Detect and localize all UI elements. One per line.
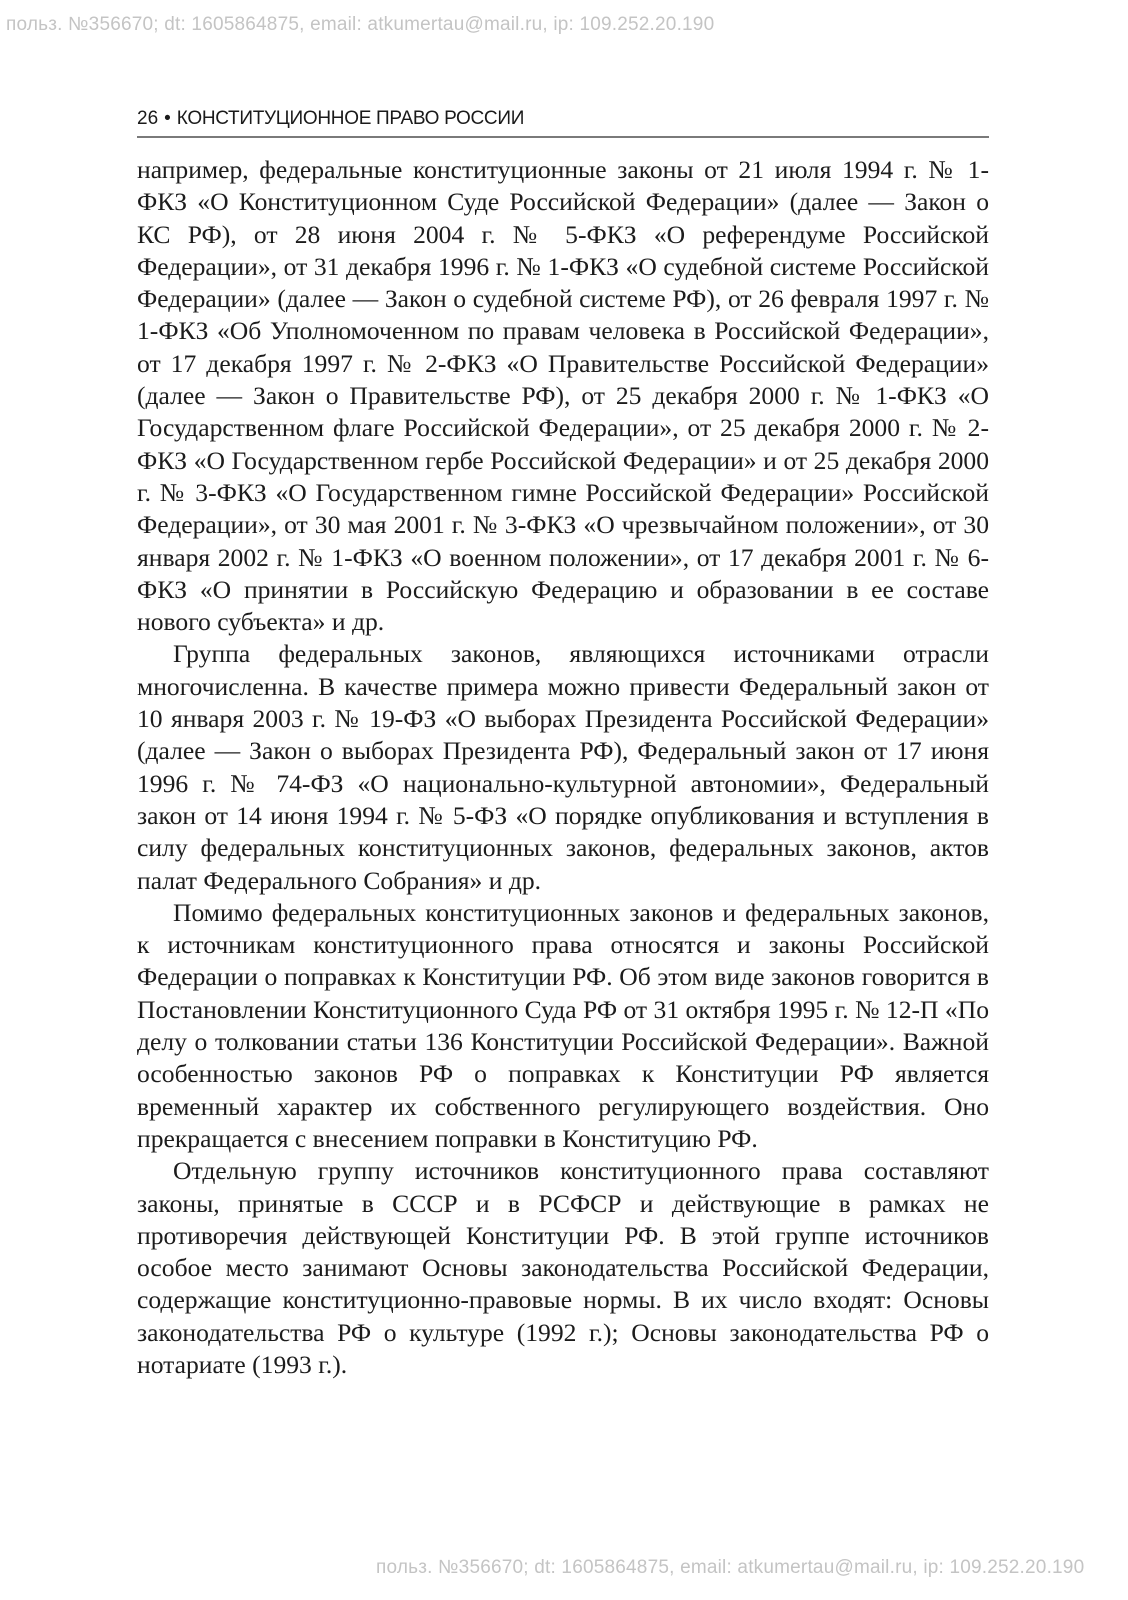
paragraph-4: Отдельную группу источников конституционного права составляют законы, принятые в СССР и в РСФСР и действующие в рамках не противоречия действующей Конституции РФ. В этой группе источников особое место занимают Основы законодательства Российской Федерации, содержащие конституционно-правовые нормы. В их число входят: Основы законодательства РФ о культуре (1992 г.); Основы законодательства РФ о нотариате (1993 г.). xyxy=(137,1156,989,1379)
page-number: 26 xyxy=(137,108,159,129)
running-header xyxy=(137,106,989,138)
running-title: КОНСТИТУЦИОННОЕ ПРАВО РОССИИ xyxy=(176,108,525,129)
header-bullet: • xyxy=(164,108,171,129)
paragraph-2: Группа федеральных законов, являющихся источниками отрасли многочисленна. В качестве примера можно привести Федеральный закон от 10 января 2003 г. № 19-ФЗ «О выборах Президента Российской Федерации» (далее — Закон о выборах Президента РФ), Федеральный закон от 17 июня 1996 г. № 74-ФЗ «О национально-культурной автономии», Федеральный закон от 14 июня 1994 г. № 5-ФЗ «О порядке опубликования и вступления в силу федеральных конституционных законов, федеральных законов, актов палат Федерального Собрания» и др. xyxy=(137,639,989,895)
watermark-bottom: польз. №356670; dt: 1605864875, email: atkumertau@mail.ru, ip: 109.252.20.190 xyxy=(376,1557,1085,1578)
page-body xyxy=(137,154,989,1381)
paragraph-1: например, федеральные конституционные законы от 21 июля 1994 г. № 1-ФКЗ «О Конституционном Суде Российской Федерации» (далее — Закон о КС РФ), от 28 июня 2004 г. № 5-ФКЗ «О референдуме Российской Федерации», от 31 декабря 1996 г. № 1-ФКЗ «О судебной системе Российской Федерации» (далее — Закон о судебной системе РФ), от 26 февраля 1997 г. № 1-ФКЗ «Об Уполномоченном по правам человека в Российской Федерации», от 17 декабря 1997 г. № 2-ФКЗ «О Правительстве Российской Федерации» (далее — Закон о Правительстве РФ), от 25 декабря 2000 г. № 1-ФКЗ «О Государственном флаге Российской Федерации», от 25 декабря 2000 г. № 2-ФКЗ «О Государственном гербе Российской Федерации» и от 25 декабря 2000 г. № 3-ФКЗ «О Государственном гимне Российской Федерации» Российской Федерации», от 30 мая 2001 г. № 3-ФКЗ «О чрезвычайном положении», от 30 января 2002 г. № 1-ФКЗ «О военном положении», от 17 декабря 2001 г. № 6-ФКЗ «О принятии в Российскую Федерацию и образовании в ее составе нового субъекта» и др. xyxy=(137,155,989,637)
watermark-top: польз. №356670; dt: 1605864875, email: atkumertau@mail.ru, ip: 109.252.20.190 xyxy=(6,14,715,35)
paragraph-3: Помимо федеральных конституционных законов и федеральных законов, к источникам конституционного права относятся и законы Российской Федерации о поправках к Конституции РФ. Об этом виде законов говорится в Постановлении Конституционного Суда РФ от 31 октября 1995 г. № 12-П «По делу о толковании статьи 136 Конституции Российской Федерации». Важной особенностью законов РФ о поправках к Конституции РФ является временный характер их собственного регулирующего воздействия. Оно прекращается с внесением поправки в Конституцию РФ. xyxy=(137,897,989,1153)
